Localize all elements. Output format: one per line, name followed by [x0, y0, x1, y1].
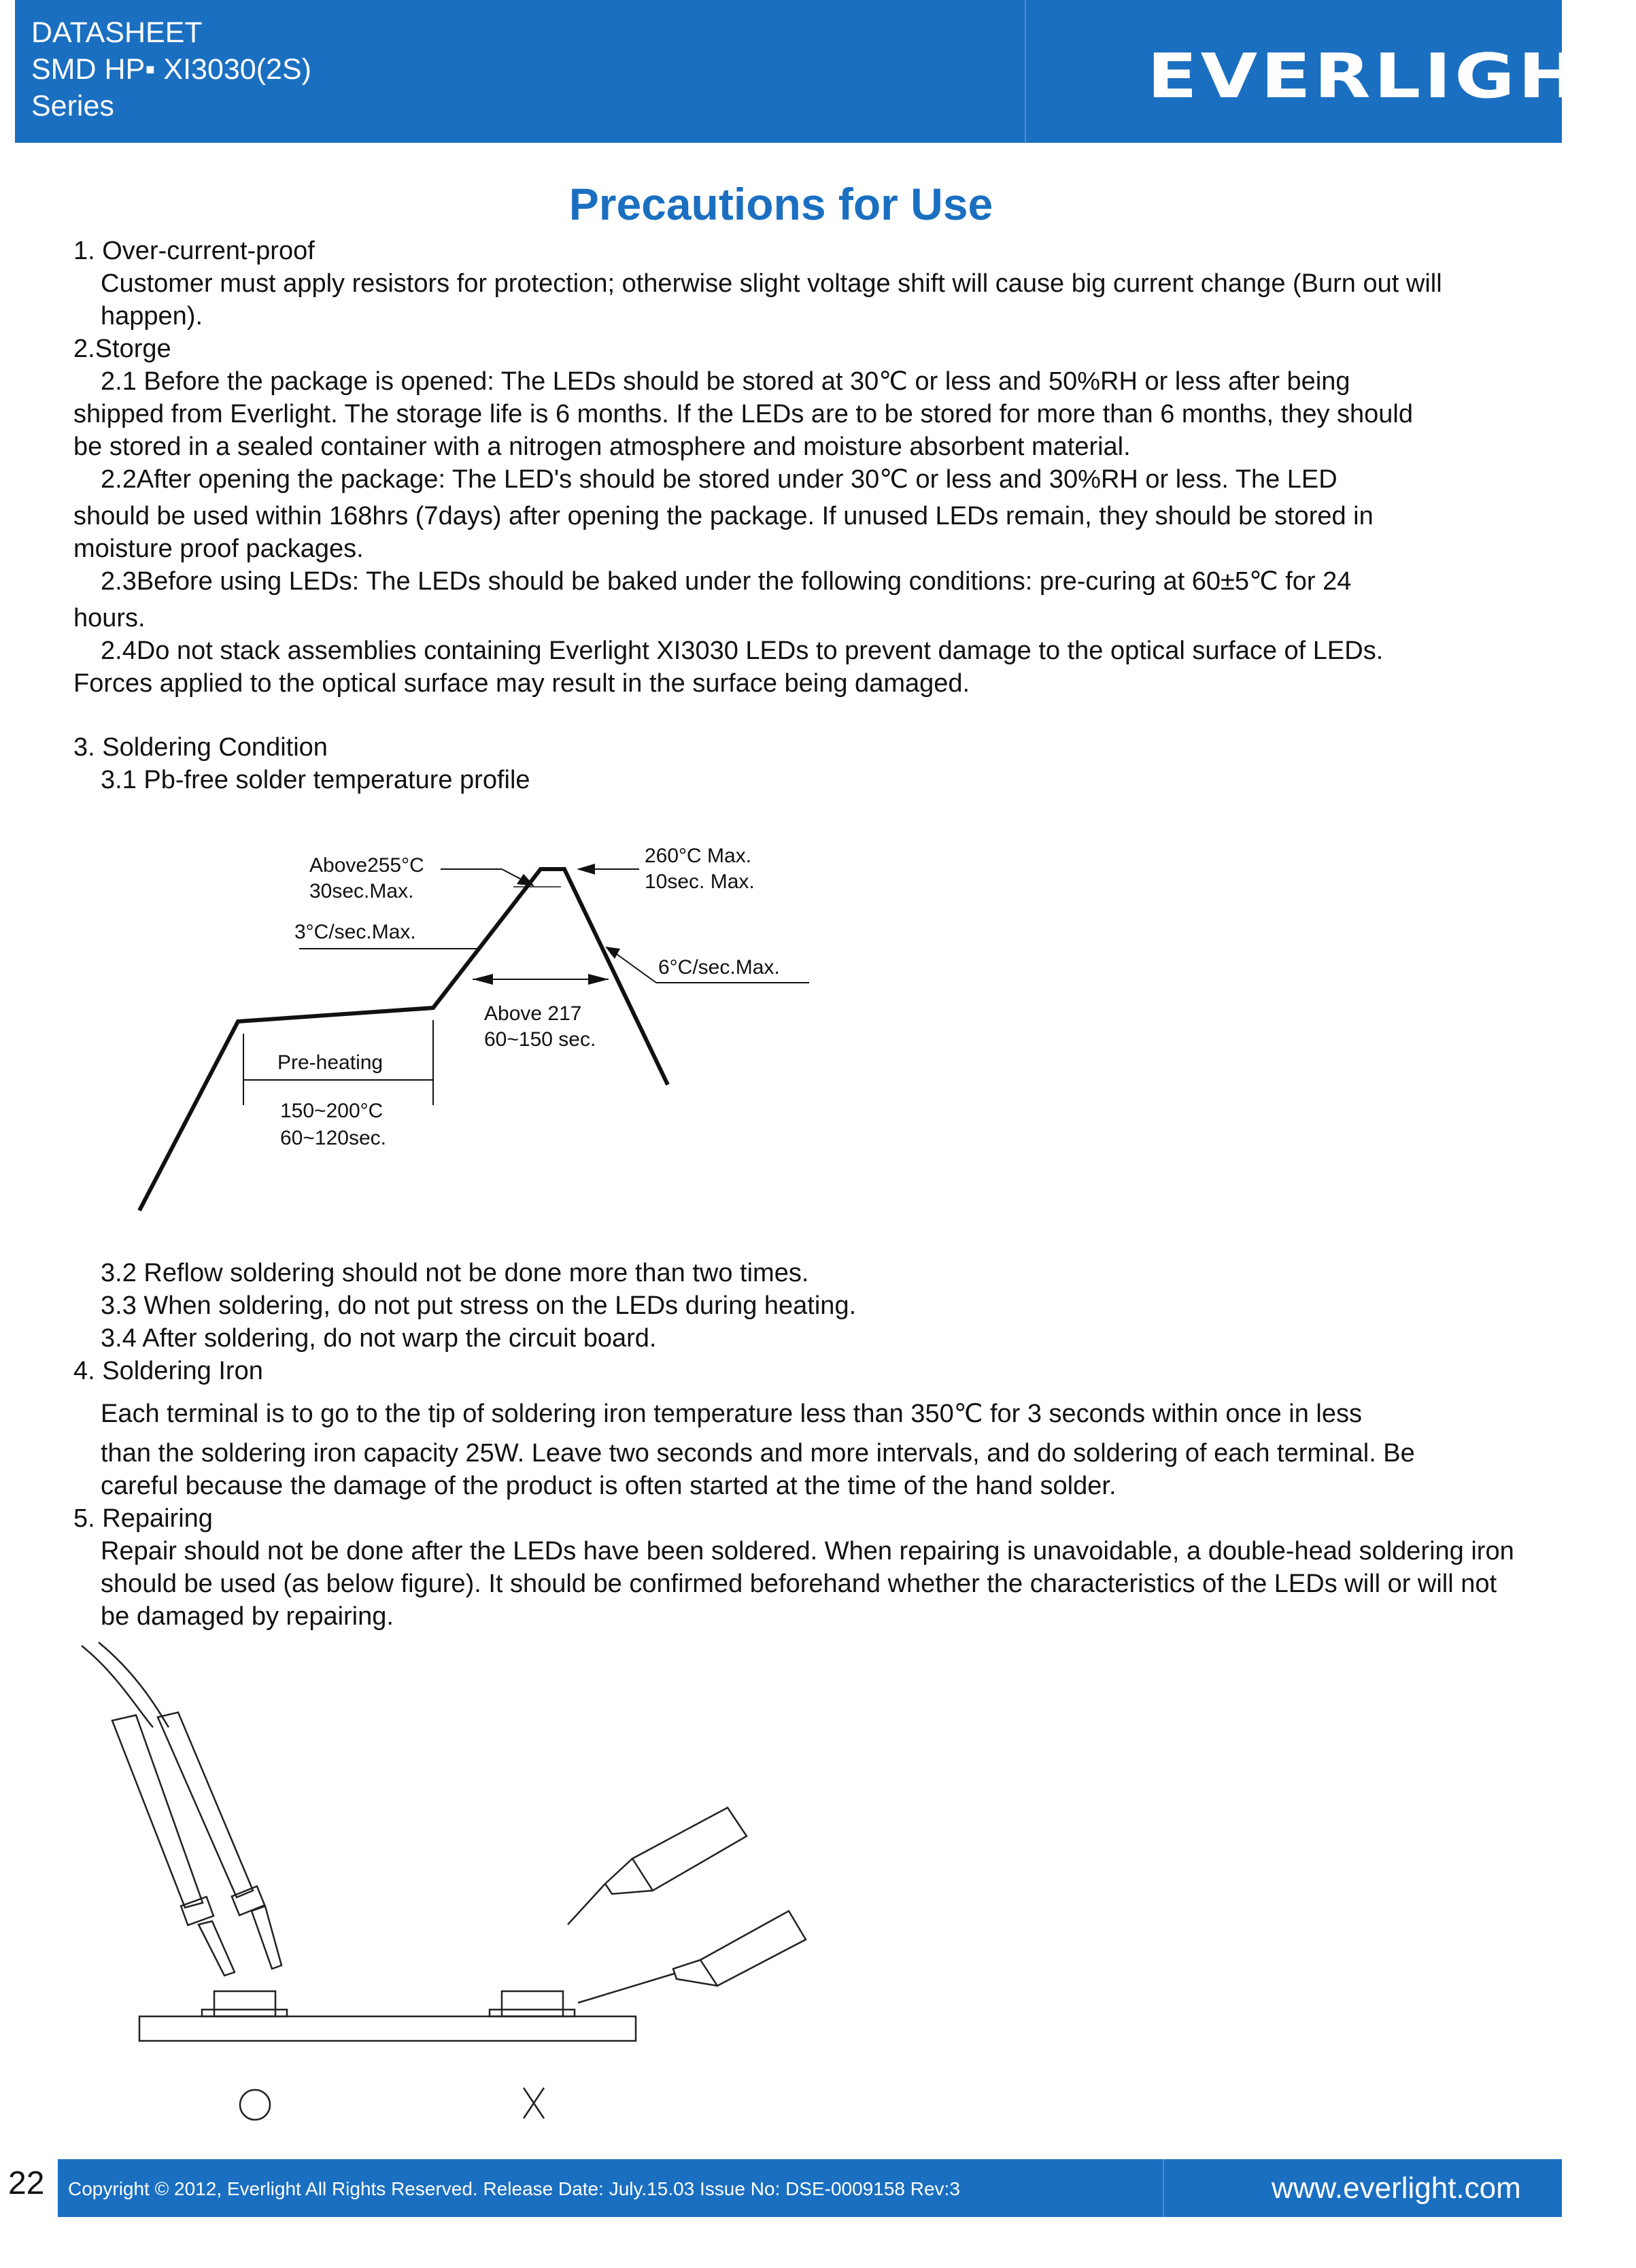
section-4-line1: Each terminal is to go to the tip of soldering iron temperature less than 350℃ for 3 seconds within once in less [101, 1400, 1363, 1428]
section-5-body: Repair should not be done after the LEDs have been soldered. When repairing is unavoidable, a double-head soldering iron should be used (as below figure). It should be confirmed beforehand whether the characteristics of the LEDs will or will not be damaged by repairing. [101, 1537, 1514, 1631]
section-2-4-line2: Forces applied to the optical surface may result in the surface being damaged. [73, 669, 970, 698]
label-peak-time: 10sec. Max. [645, 870, 755, 893]
section-5-title: 5. Repairing [73, 1504, 213, 1533]
section-2-4-line1: 2.4Do not stack assemblies containing Everlight XI3030 LEDs to prevent damage to the optical surface of LEDs. [101, 637, 1384, 665]
label-above255-time: 30sec.Max. [309, 880, 414, 902]
led-right [502, 1991, 563, 2016]
section-2-title: 2.Storge [73, 335, 171, 363]
single-iron-lower [700, 1911, 806, 1986]
label-above255: Above255°C [309, 854, 424, 877]
section-2-2-line2: should be used within 168hrs (7days) after opening the package. If unused LEDs remain, they should be stored in [73, 502, 1374, 530]
label-preheating: Pre-heating [277, 1051, 384, 1074]
doc-type: DATASHEET [31, 16, 203, 49]
page-title: Precautions for Use [568, 179, 993, 229]
section-1-title: 1. Over-current-proof [73, 237, 315, 265]
section-2-1-line3: be stored in a sealed container with a nitrogen atmosphere and moisture absorbent material. [73, 433, 1131, 461]
label-above217: Above 217 [484, 1002, 582, 1025]
section-3-2: 3.2 Reflow soldering should not be done more than two times. [101, 1259, 809, 1287]
label-preheat-time: 60~120sec. [280, 1127, 386, 1149]
series-label: Series [31, 90, 114, 122]
section-3-title: 3. Soldering Condition [73, 733, 328, 762]
section-2-1-line1: 2.1 Before the package is opened: The LEDs should be stored at 30℃ or less and 50%RH or less after being [101, 367, 1350, 396]
label-ramp-up: 3°C/sec.Max. [294, 921, 416, 943]
copyright-text: Copyright © 2012, Everlight All Rights Reserved. Release Date: July.15.03 Issue No: DSE-0009158 Rev:3 [68, 2178, 960, 2199]
section-4-title: 4. Soldering Iron [73, 1357, 263, 1385]
product-name: SMD HP▪ XI3030(2S) [31, 53, 311, 86]
section-3-4: 3.4 After soldering, do not warp the circuit board. [101, 1324, 657, 1353]
double-iron-handle-left [112, 1715, 203, 1908]
section-2-2-line3: moisture proof packages. [73, 535, 364, 563]
label-preheat-temp: 150~200°C [280, 1100, 384, 1122]
single-iron-upper [632, 1808, 747, 1891]
label-ramp-down: 6°C/sec.Max. [658, 956, 780, 979]
section-2-3-line2: hours. [73, 604, 146, 632]
section-3-1: 3.1 Pb-free solder temperature profile [101, 766, 530, 794]
section-2-3-line1: 2.3Before using LEDs: The LEDs should be baked under the following conditions: pre-curing at 60±5℃ for 24 [101, 567, 1352, 596]
pcb-board [139, 2016, 636, 2041]
website-link[interactable]: www.everlight.com [1272, 2171, 1521, 2205]
everlight-logo: EVERLIGHT [1147, 41, 1636, 112]
footer-divider [1163, 2159, 1164, 2217]
section-3-3: 3.3 When soldering, do not put stress on the LEDs during heating. [101, 1291, 857, 1320]
led-left [214, 1991, 275, 2016]
double-iron-handle-right [158, 1712, 253, 1897]
section-2-2-line1: 2.2After opening the package: The LED's should be stored under 30℃ or less and 30%RH or less. The LED [101, 465, 1337, 494]
ok-mark-circle [240, 2090, 270, 2120]
section-4-line2: than the soldering iron capacity 25W. Leave two seconds and more intervals, and do soldering of each terminal. Be [101, 1439, 1415, 1468]
label-peak: 260°C Max. [645, 845, 752, 867]
label-above217-time: 60~150 sec. [484, 1028, 596, 1051]
section-4-line3: careful because the damage of the product is often started at the time of the hand solder. [101, 1472, 1117, 1500]
repair-figure [0, 1632, 1562, 2149]
footer [0, 2159, 1562, 2217]
page-number: 22 [8, 2165, 45, 2201]
section-1-body: Customer must apply resistors for protection; otherwise slight voltage shift will cause big current change (Burn out will happen). [101, 269, 1442, 331]
section-2-1-line2: shipped from Everlight. The storage life is 6 months. If the LEDs are to be stored for more than 6 months, they should [73, 400, 1413, 428]
